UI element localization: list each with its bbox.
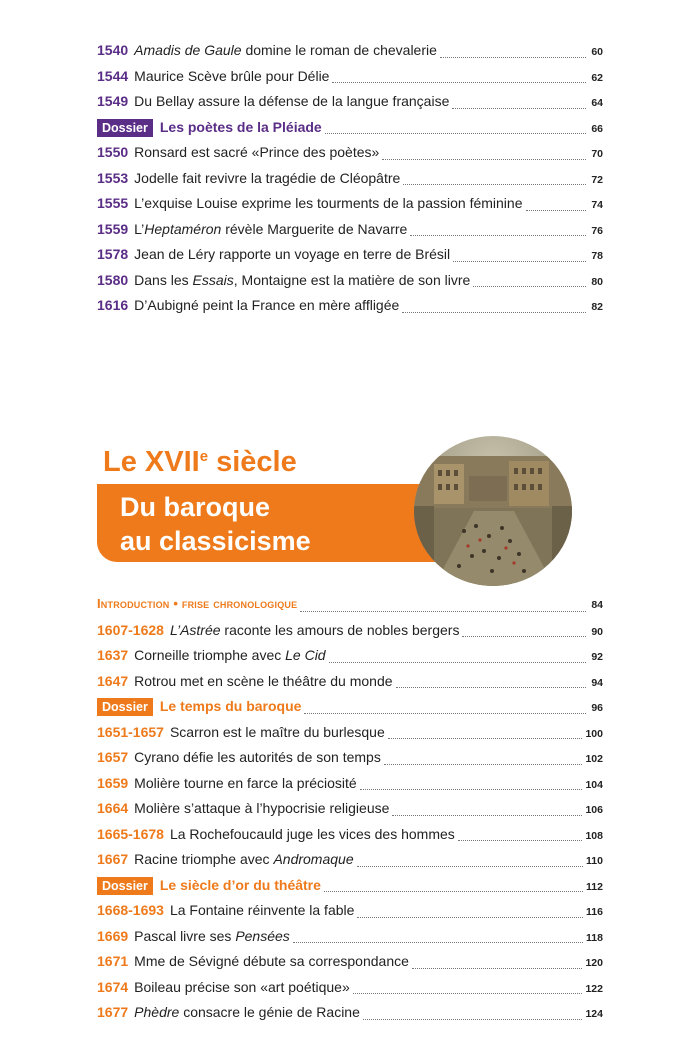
leader-dots [357, 866, 583, 867]
page-number: 74 [591, 199, 603, 211]
leader-dots [410, 235, 586, 236]
entry-year: 1580 [97, 271, 129, 288]
entry-title [134, 1004, 360, 1020]
leader-dots [324, 891, 583, 892]
toc-entry[interactable] [97, 93, 603, 119]
entry-title [170, 826, 455, 842]
entry-year: 1664 [97, 800, 129, 816]
page-number: 110 [586, 855, 603, 867]
banner-line-2: au classicisme [120, 526, 311, 556]
page-number: 120 [585, 957, 603, 969]
dossier-row[interactable] [97, 877, 603, 903]
century-prefix: Le XVII [103, 446, 200, 478]
toc-entry[interactable] [97, 979, 603, 1005]
page-number: 94 [591, 676, 603, 689]
century-heading [103, 446, 297, 479]
entry-title-part: Maurice Scève brûle pour Délie [134, 67, 330, 84]
toc-entry[interactable] [97, 953, 603, 979]
entry-title-part: La Fontaine réinvente la fable [169, 902, 355, 918]
page-number: 62 [591, 71, 603, 84]
entry-year: 1657 [97, 749, 129, 765]
toc-17th-century [97, 596, 603, 1030]
entry-year: 1637 [97, 647, 129, 663]
leader-dots [458, 840, 583, 841]
leader-dots [357, 917, 583, 918]
section-subtitle [120, 490, 311, 558]
entry-title [134, 928, 290, 944]
entry-title [134, 673, 392, 689]
leader-dots [440, 57, 586, 58]
entry-title [134, 246, 450, 262]
leader-dots [412, 968, 583, 969]
entry-year: 1668-1693 [97, 902, 164, 918]
leader-dots [293, 942, 583, 943]
toc-entry[interactable] [97, 647, 603, 673]
leader-dots [332, 82, 586, 83]
dossier-badge: Dossier [97, 119, 153, 137]
page-number: 112 [586, 880, 603, 893]
entry-title-part: Cyrano défie les autorités de son temps [134, 749, 381, 765]
entry-title-part: Jean de Léry rapporte un voyage en terre de Brésil [134, 246, 451, 262]
page-number: 124 [585, 1008, 603, 1020]
entry-title-part: Pensées [235, 927, 290, 944]
leader-dots [526, 210, 587, 211]
toc-entry[interactable] [97, 1004, 603, 1030]
entry-title [134, 221, 407, 237]
entry-year: 1544 [97, 67, 129, 84]
entry-year: 1578 [97, 246, 129, 262]
entry-title-part: Ronsard est sacré «Prince des poètes» [134, 144, 380, 160]
entry-title-part: Racine triomphe avec [134, 851, 274, 867]
page-number: 70 [591, 148, 603, 160]
entry-title [134, 800, 389, 816]
toc-entry[interactable] [97, 68, 603, 94]
entry-year: 1550 [97, 144, 129, 160]
entry-title [134, 749, 381, 765]
page-number: 72 [591, 173, 603, 186]
toc-entry[interactable] [97, 800, 603, 826]
page-number: 118 [586, 931, 603, 944]
entry-title-part: Scarron est le maître du burlesque [169, 723, 385, 740]
entry-title [134, 93, 449, 109]
leader-dots [388, 738, 583, 739]
entry-year: 1616 [97, 297, 129, 313]
leader-dots [329, 662, 586, 663]
toc-entry[interactable] [97, 272, 603, 298]
entry-title [134, 775, 357, 791]
entry-year: 1667 [97, 851, 129, 867]
entry-title-part: L’ [134, 220, 145, 237]
leader-dots [325, 133, 586, 134]
entry-title-part: L’exquise Louise exprime les tourments de la passion féminine [134, 195, 523, 211]
entry-title-part: Boileau précise son «art poétique» [134, 978, 350, 995]
page-number: 122 [585, 982, 603, 995]
toc-entry[interactable] [97, 928, 603, 954]
toc-entry[interactable] [97, 195, 603, 221]
entry-year: 1540 [97, 42, 129, 58]
leader-dots [473, 286, 586, 287]
entry-title-part: Pascal livre ses [134, 927, 236, 944]
toc-entry[interactable] [97, 170, 603, 196]
entry-title-part: Le Cid [285, 647, 326, 663]
leader-dots [353, 993, 583, 994]
courtyard-painting-image [414, 436, 572, 586]
toc-16th-century [97, 42, 603, 323]
entry-title-part: Jodelle fait revivre la tragédie de Cléopâtre [134, 169, 401, 186]
entry-title-part: Heptaméron [144, 220, 222, 237]
entry-title [170, 724, 385, 740]
dossier-title: Le temps du baroque [159, 698, 302, 714]
entry-title-part: D’Aubigné peint la France en mère affligée [134, 297, 400, 313]
entry-title-part: Amadis de Gaule [134, 42, 242, 58]
dossier-title: Le siècle d’or du théâtre [159, 876, 321, 893]
entry-title-part: La Rochefoucauld juge les vices des hommes [169, 825, 455, 842]
toc-entry[interactable] [97, 144, 603, 170]
entry-title [134, 195, 522, 211]
page-number: 76 [591, 224, 603, 237]
leader-dots [382, 159, 586, 160]
leader-dots [304, 713, 586, 714]
page-number: 104 [585, 778, 603, 791]
entry-title-part: Du Bellay assure la défense de la langue française [134, 93, 450, 109]
leader-dots [384, 764, 583, 765]
leader-dots [453, 261, 586, 262]
entry-year: 1553 [97, 169, 129, 186]
century-sup: e [199, 448, 209, 465]
leader-dots [392, 815, 582, 816]
toc-entry[interactable] [97, 826, 603, 852]
entry-title-part: Molière s’attaque à l’hypocrisie religieuse [134, 800, 390, 816]
entry-title [134, 42, 437, 58]
entry-title [134, 979, 350, 995]
page-number: 90 [591, 625, 603, 638]
entry-year: 1647 [97, 672, 129, 689]
entry-year: 1549 [97, 93, 129, 109]
entry-title [134, 953, 409, 969]
entry-title-part: Corneille triomphe avec [134, 647, 286, 663]
dossier-row[interactable] [97, 698, 603, 724]
entry-title [134, 297, 399, 313]
entry-year: 1677 [97, 1004, 129, 1020]
page-number: 80 [591, 275, 603, 288]
entry-title [134, 647, 325, 663]
toc-entry[interactable] [97, 749, 603, 775]
entry-title [170, 622, 460, 638]
entry-year: 1659 [97, 774, 129, 791]
page-number: 78 [591, 250, 603, 262]
entry-year: 1665-1678 [97, 825, 164, 842]
page-number: 66 [591, 122, 603, 135]
toc-entry[interactable] [97, 775, 603, 801]
page-number: 96 [591, 702, 603, 714]
introduction-label: Introduction • frise chronologique [97, 596, 298, 611]
page-number: 100 [585, 727, 603, 740]
toc-entry[interactable] [97, 221, 603, 247]
entry-title-part: Essais [192, 271, 234, 288]
entry-year: 1671 [97, 953, 129, 969]
section-illustration [414, 436, 572, 586]
leader-dots [300, 611, 586, 612]
page-number: 102 [585, 753, 603, 765]
page-number: 116 [586, 906, 603, 918]
leader-dots [402, 312, 586, 313]
entry-year: 1651-1657 [97, 723, 164, 740]
entry-year: 1674 [97, 978, 129, 995]
entry-title [134, 144, 379, 160]
entry-title [170, 902, 354, 918]
entry-title-part: consacre le génie de Racine [179, 1004, 360, 1020]
page-number: 106 [585, 804, 603, 816]
toc-entry[interactable] [97, 622, 603, 648]
page-number: 108 [585, 829, 603, 842]
entry-title [134, 68, 329, 84]
entry-title-part: Mme de Sévigné débute sa correspondance [134, 953, 409, 969]
dossier-badge: Dossier [97, 698, 153, 716]
toc-entry[interactable] [97, 42, 603, 68]
page-number: 82 [591, 301, 603, 313]
entry-title-part: Phèdre [134, 1004, 180, 1020]
entry-title [134, 170, 400, 186]
entry-title-part: L’Astrée [169, 621, 221, 638]
page-number: 60 [591, 46, 603, 58]
dossier-title: Les poètes de la Pléiade [159, 118, 322, 135]
toc-entry[interactable] [97, 724, 603, 750]
entry-year: 1559 [97, 220, 129, 237]
entry-title [134, 851, 353, 867]
entry-year: 1555 [97, 195, 129, 211]
entry-title-part: Andromaque [273, 851, 354, 867]
banner-line-1: Du baroque [120, 492, 271, 522]
entry-title-part: , Montaigne est la matière de son livre [233, 271, 471, 288]
page-number: 92 [591, 651, 603, 663]
entry-year: 1669 [97, 927, 129, 944]
entry-title-part: Molière tourne en farce la préciosité [134, 774, 357, 791]
leader-dots [452, 108, 586, 109]
leader-dots [363, 1019, 583, 1020]
leader-dots [403, 184, 586, 185]
toc-entry[interactable] [97, 297, 603, 323]
leader-dots [396, 687, 586, 688]
entry-year: 1607-1628 [97, 621, 164, 638]
entry-title [134, 272, 470, 288]
dossier-badge: Dossier [97, 877, 153, 895]
entry-title-part: Rotrou met en scène le théâtre du monde [134, 672, 393, 689]
toc-entry[interactable] [97, 673, 603, 699]
entry-title-part: révèle Marguerite de Navarre [221, 220, 408, 237]
leader-dots [360, 789, 583, 790]
toc-entry[interactable] [97, 246, 603, 272]
dossier-row[interactable] [97, 119, 603, 145]
entry-title-part: Dans les [134, 271, 193, 288]
toc-entry[interactable] [97, 902, 603, 928]
introduction-row[interactable] [97, 596, 603, 622]
page-number: 84 [591, 599, 603, 611]
entry-title-part: raconte les amours de nobles bergers [220, 621, 460, 638]
entry-title-part: domine le roman de chevalerie [241, 42, 437, 58]
page-number: 64 [591, 97, 603, 109]
leader-dots [462, 636, 586, 637]
century-suffix: siècle [208, 446, 297, 478]
toc-entry[interactable] [97, 851, 603, 877]
